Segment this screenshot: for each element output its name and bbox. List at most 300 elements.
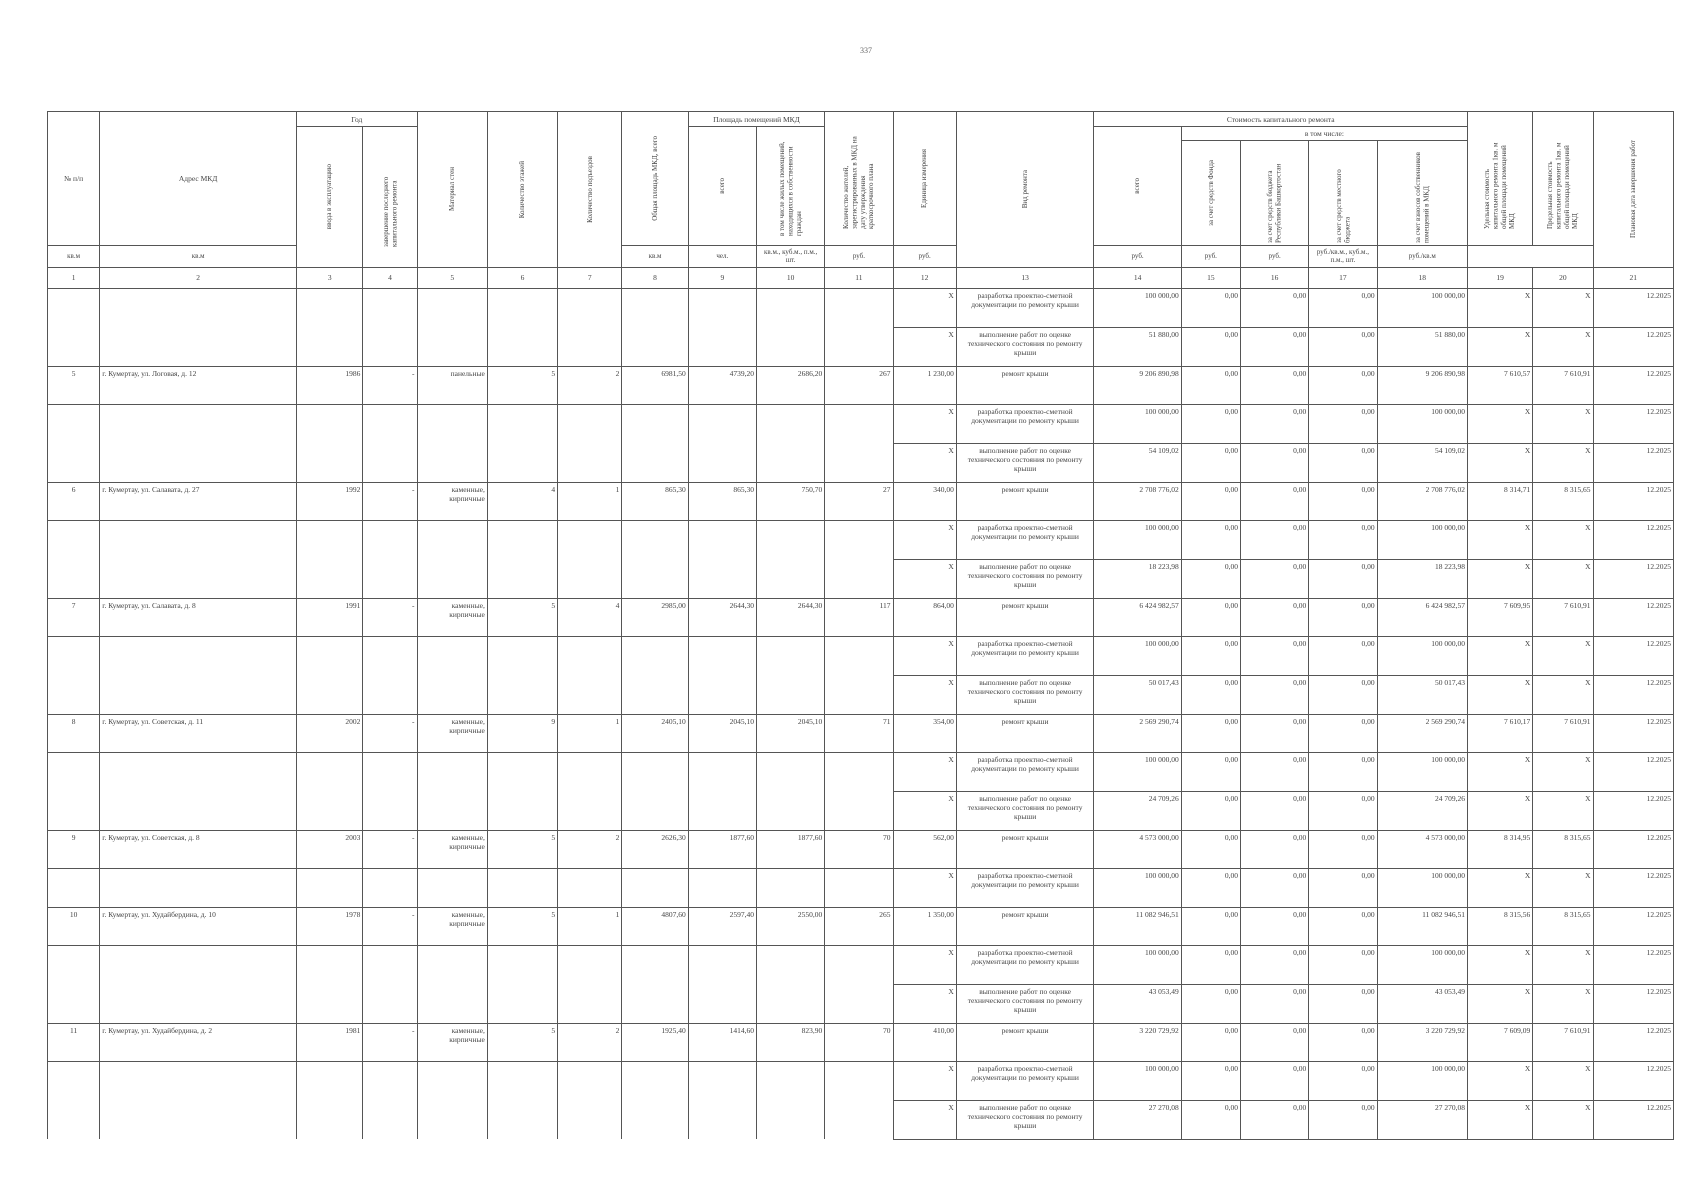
cell-fund: 0,00 — [1181, 559, 1240, 598]
empty-cell — [363, 288, 417, 327]
cell-owners: 3 220 729,92 — [1377, 1023, 1467, 1061]
cell-rep: 0,00 — [1241, 1023, 1309, 1061]
unit-cell: руб. — [825, 246, 893, 268]
header-total-area: Общая площадь МКД, всего — [622, 112, 688, 246]
empty-cell — [558, 1100, 622, 1139]
header-cost-local: за счет средств местного бюджета — [1309, 141, 1377, 246]
empty-cell — [622, 1100, 688, 1139]
empty-cell — [100, 636, 297, 675]
cell-mc: 8 315,65 — [1533, 830, 1593, 868]
empty-cell — [100, 1100, 297, 1139]
empty-cell — [100, 945, 297, 984]
empty-cell — [100, 327, 297, 366]
cell-total: 54 109,02 — [1094, 443, 1181, 482]
header-year-last-repair: завершение последнего капитального ремонта — [363, 127, 417, 268]
cell-fund: 0,00 — [1181, 791, 1240, 830]
cell-total: 50 017,43 — [1094, 675, 1181, 714]
cell-date: 12.2025 — [1593, 520, 1673, 559]
cell-local: 0,00 — [1309, 288, 1377, 327]
empty-cell — [622, 559, 688, 598]
cell-rep: 0,00 — [1241, 443, 1309, 482]
empty-cell — [756, 945, 824, 984]
empty-cell — [363, 404, 417, 443]
cell-uc: X — [1468, 288, 1533, 327]
empty-cell — [688, 559, 756, 598]
cell-wall: каменные, кирпичные — [417, 598, 487, 636]
empty-cell — [297, 945, 363, 984]
cell-y2: - — [363, 907, 417, 945]
empty-cell — [487, 1100, 557, 1139]
cell-fund: 0,00 — [1181, 1023, 1240, 1061]
header-premises-total: всего — [688, 127, 756, 246]
cell-unit: X — [893, 752, 956, 791]
empty-cell — [417, 1061, 487, 1100]
cell-mc: 7 610,91 — [1533, 598, 1593, 636]
table-row — [48, 482, 1674, 520]
cell-unit: 1 230,00 — [893, 366, 956, 404]
cell-work: ремонт крыши — [956, 1023, 1094, 1061]
cell-owners: 2 708 776,02 — [1377, 482, 1467, 520]
cell-fl: 5 — [487, 598, 557, 636]
empty-cell — [100, 752, 297, 791]
header-unit: Единица измерения — [893, 112, 956, 246]
empty-cell — [48, 520, 100, 559]
empty-cell — [558, 327, 622, 366]
empty-cell — [363, 791, 417, 830]
empty-cell — [100, 1061, 297, 1100]
cell-total: 24 709,26 — [1094, 791, 1181, 830]
empty-cell — [297, 752, 363, 791]
cell-work: выполнение работ по оценке технического состояния по ремонту крыши — [956, 1100, 1094, 1139]
empty-cell — [363, 559, 417, 598]
cell-owners: 11 082 946,51 — [1377, 907, 1467, 945]
empty-cell — [688, 1061, 756, 1100]
cell-work: разработка проектно-сметной документации по ремонту крыши — [956, 520, 1094, 559]
empty-cell — [48, 791, 100, 830]
empty-cell — [48, 1100, 100, 1139]
cell-date: 12.2025 — [1593, 288, 1673, 327]
cell-rep: 0,00 — [1241, 830, 1309, 868]
cell-mc: X — [1533, 984, 1593, 1023]
cell-local: 0,00 — [1309, 598, 1377, 636]
empty-cell — [487, 984, 557, 1023]
empty-cell — [558, 791, 622, 830]
unit-cell: руб./кв.м., куб.м., п.м., шт. — [1309, 246, 1377, 268]
empty-cell — [363, 675, 417, 714]
cell-uc: 7 609,09 — [1468, 1023, 1533, 1061]
cell-work: выполнение работ по оценке технического состояния по ремонту крыши — [956, 791, 1094, 830]
cell-fund: 0,00 — [1181, 907, 1240, 945]
column-number: 2 — [100, 267, 297, 288]
cell-fund: 0,00 — [1181, 868, 1240, 907]
cell-total: 100 000,00 — [1094, 1061, 1181, 1100]
cell-total: 100 000,00 — [1094, 945, 1181, 984]
empty-cell — [825, 520, 893, 559]
empty-cell — [297, 984, 363, 1023]
empty-cell — [100, 443, 297, 482]
cell-total: 4 573 000,00 — [1094, 830, 1181, 868]
cell-date: 12.2025 — [1593, 559, 1673, 598]
cell-num: 11 — [48, 1023, 100, 1061]
cell-mc: X — [1533, 1100, 1593, 1139]
header-year-commission: ввода в эксплуатацию — [297, 127, 363, 268]
cell-uc: 8 315,56 — [1468, 907, 1533, 945]
cell-date: 12.2025 — [1593, 752, 1673, 791]
empty-cell — [100, 984, 297, 1023]
cell-local: 0,00 — [1309, 675, 1377, 714]
table-row — [48, 1023, 1674, 1061]
empty-cell — [756, 327, 824, 366]
column-number: 13 — [956, 267, 1094, 288]
cell-rep: 0,00 — [1241, 714, 1309, 752]
empty-cell — [756, 520, 824, 559]
table-subrow — [48, 636, 1674, 675]
column-number: 11 — [825, 267, 893, 288]
cell-fl: 5 — [487, 907, 557, 945]
empty-cell — [363, 1061, 417, 1100]
cell-work: разработка проектно-сметной документации по ремонту крыши — [956, 868, 1094, 907]
empty-cell — [558, 675, 622, 714]
empty-cell — [363, 1100, 417, 1139]
cell-date: 12.2025 — [1593, 791, 1673, 830]
column-number: 8 — [622, 267, 688, 288]
header-work-type: Вид ремонта — [956, 112, 1094, 268]
cell-date: 12.2025 — [1593, 907, 1673, 945]
cell-date: 12.2025 — [1593, 1100, 1673, 1139]
table-subrow — [48, 327, 1674, 366]
cell-owners: 4 573 000,00 — [1377, 830, 1467, 868]
cell-pt: 1877,60 — [688, 830, 756, 868]
cell-total: 51 880,00 — [1094, 327, 1181, 366]
cell-pt: 2644,30 — [688, 598, 756, 636]
cell-date: 12.2025 — [1593, 984, 1673, 1023]
empty-cell — [688, 868, 756, 907]
cell-pr: 2045,10 — [756, 714, 824, 752]
empty-cell — [297, 1100, 363, 1139]
cell-pr: 750,70 — [756, 482, 824, 520]
empty-cell — [558, 984, 622, 1023]
column-number: 14 — [1094, 267, 1181, 288]
column-number: 16 — [1241, 267, 1309, 288]
cell-ent: 2 — [558, 1023, 622, 1061]
empty-cell — [756, 1061, 824, 1100]
empty-cell — [100, 520, 297, 559]
cell-owners: 9 206 890,98 — [1377, 366, 1467, 404]
cell-fund: 0,00 — [1181, 598, 1240, 636]
empty-cell — [622, 520, 688, 559]
cell-rep: 0,00 — [1241, 366, 1309, 404]
cell-fund: 0,00 — [1181, 984, 1240, 1023]
column-number: 7 — [558, 267, 622, 288]
cell-owners: 100 000,00 — [1377, 752, 1467, 791]
cell-unit: X — [893, 559, 956, 598]
cell-num: 7 — [48, 598, 100, 636]
cell-unit: 1 350,00 — [893, 907, 956, 945]
cell-work: разработка проектно-сметной документации по ремонту крыши — [956, 1061, 1094, 1100]
column-number: 10 — [756, 267, 824, 288]
table-row — [48, 830, 1674, 868]
cell-rep: 0,00 — [1241, 984, 1309, 1023]
cell-owners: 100 000,00 — [1377, 1061, 1467, 1100]
cell-total: 3 220 729,92 — [1094, 1023, 1181, 1061]
empty-cell — [622, 1061, 688, 1100]
cell-local: 0,00 — [1309, 830, 1377, 868]
cell-area: 1925,40 — [622, 1023, 688, 1061]
empty-cell — [487, 868, 557, 907]
cell-unit: X — [893, 636, 956, 675]
table-subrow — [48, 791, 1674, 830]
empty-cell — [100, 288, 297, 327]
empty-cell — [297, 636, 363, 675]
cell-mc: X — [1533, 443, 1593, 482]
cell-y2: - — [363, 830, 417, 868]
empty-cell — [756, 675, 824, 714]
header-cost-republic: за счет средств бюджета Республики Башкортостан — [1241, 141, 1309, 246]
cell-fund: 0,00 — [1181, 752, 1240, 791]
cell-total: 9 206 890,98 — [1094, 366, 1181, 404]
cell-work: разработка проектно-сметной документации по ремонту крыши — [956, 404, 1094, 443]
cell-pr: 2550,00 — [756, 907, 824, 945]
cell-rep: 0,00 — [1241, 482, 1309, 520]
cell-pr: 823,90 — [756, 1023, 824, 1061]
cell-total: 43 053,49 — [1094, 984, 1181, 1023]
cell-rep: 0,00 — [1241, 520, 1309, 559]
header-premises-group: Площадь помещений МКД — [688, 112, 825, 127]
cell-fl: 5 — [487, 1023, 557, 1061]
empty-cell — [417, 520, 487, 559]
cell-owners: 100 000,00 — [1377, 404, 1467, 443]
cell-uc: X — [1468, 520, 1533, 559]
cell-area: 2985,00 — [622, 598, 688, 636]
cell-unit: X — [893, 520, 956, 559]
cell-work: выполнение работ по оценке технического состояния по ремонту крыши — [956, 984, 1094, 1023]
cell-uc: 7 610,57 — [1468, 366, 1533, 404]
cell-unit: X — [893, 443, 956, 482]
table-subrow — [48, 945, 1674, 984]
empty-cell — [756, 791, 824, 830]
unit-cell: руб. — [1241, 246, 1309, 268]
cell-rep: 0,00 — [1241, 327, 1309, 366]
empty-cell — [297, 520, 363, 559]
empty-cell — [825, 327, 893, 366]
header-max-cost: Предельная стоимость капитального ремонта 1кв. м общей площади помещений МКД — [1533, 112, 1593, 246]
cell-rep: 0,00 — [1241, 907, 1309, 945]
cell-total: 100 000,00 — [1094, 752, 1181, 791]
cell-addr: г. Кумертау, ул. Худайбердина, д. 10 — [100, 907, 297, 945]
cell-total: 11 082 946,51 — [1094, 907, 1181, 945]
header-cost-fund: за счет средств Фонда — [1181, 141, 1240, 246]
empty-cell — [688, 404, 756, 443]
cell-rep: 0,00 — [1241, 404, 1309, 443]
empty-cell — [558, 520, 622, 559]
cell-ent: 1 — [558, 482, 622, 520]
cell-res: 71 — [825, 714, 893, 752]
empty-cell — [756, 559, 824, 598]
cell-total: 100 000,00 — [1094, 288, 1181, 327]
empty-cell — [417, 868, 487, 907]
header-wall-material: Материал стен — [417, 112, 487, 268]
cell-num: 8 — [48, 714, 100, 752]
empty-cell — [688, 752, 756, 791]
empty-cell — [48, 752, 100, 791]
cell-addr: г. Кумертау, ул. Логовая, д. 12 — [100, 366, 297, 404]
empty-cell — [825, 559, 893, 598]
unit-cell: руб. — [893, 246, 956, 268]
empty-cell — [688, 327, 756, 366]
cell-fl: 5 — [487, 830, 557, 868]
header-address: Адрес МКД — [100, 112, 297, 246]
empty-cell — [417, 945, 487, 984]
cell-unit: 354,00 — [893, 714, 956, 752]
empty-cell — [363, 636, 417, 675]
cell-y1: 1992 — [297, 482, 363, 520]
empty-cell — [825, 1061, 893, 1100]
cell-pt: 1414,60 — [688, 1023, 756, 1061]
cell-num: 6 — [48, 482, 100, 520]
empty-cell — [688, 288, 756, 327]
cell-local: 0,00 — [1309, 714, 1377, 752]
empty-cell — [417, 675, 487, 714]
cell-total: 18 223,98 — [1094, 559, 1181, 598]
empty-cell — [558, 752, 622, 791]
empty-cell — [487, 1061, 557, 1100]
empty-cell — [825, 868, 893, 907]
cell-mc: X — [1533, 288, 1593, 327]
cell-local: 0,00 — [1309, 945, 1377, 984]
empty-cell — [417, 404, 487, 443]
empty-cell — [487, 404, 557, 443]
header-unit-cost: Удельная стоимость капитального ремонта 1кв. м общей площади помещений МКД — [1468, 112, 1533, 246]
empty-cell — [363, 327, 417, 366]
cell-mc: 8 315,65 — [1533, 482, 1593, 520]
empty-cell — [756, 636, 824, 675]
cell-fund: 0,00 — [1181, 945, 1240, 984]
cell-date: 12.2025 — [1593, 366, 1673, 404]
unit-cell: кв.м — [48, 246, 100, 268]
cell-area: 6981,50 — [622, 366, 688, 404]
header-cost-owners: за счет взносов собственников помещений в МКД — [1377, 141, 1467, 246]
cell-rep: 0,00 — [1241, 791, 1309, 830]
cell-uc: X — [1468, 791, 1533, 830]
cell-rep: 0,00 — [1241, 636, 1309, 675]
cell-local: 0,00 — [1309, 868, 1377, 907]
cell-fund: 0,00 — [1181, 520, 1240, 559]
cell-fund: 0,00 — [1181, 714, 1240, 752]
cell-owners: 54 109,02 — [1377, 443, 1467, 482]
empty-cell — [297, 559, 363, 598]
empty-cell — [48, 1061, 100, 1100]
empty-cell — [48, 288, 100, 327]
empty-cell — [100, 559, 297, 598]
cell-wall: каменные, кирпичные — [417, 714, 487, 752]
cell-local: 0,00 — [1309, 752, 1377, 791]
cell-work: ремонт крыши — [956, 907, 1094, 945]
table-subrow — [48, 443, 1674, 482]
cell-unit: 562,00 — [893, 830, 956, 868]
empty-cell — [363, 443, 417, 482]
empty-cell — [487, 752, 557, 791]
cell-y2: - — [363, 482, 417, 520]
cell-mc: 7 610,91 — [1533, 714, 1593, 752]
cell-mc: 8 315,65 — [1533, 907, 1593, 945]
cell-local: 0,00 — [1309, 404, 1377, 443]
empty-cell — [825, 404, 893, 443]
table-row — [48, 714, 1674, 752]
empty-cell — [48, 675, 100, 714]
cell-date: 12.2025 — [1593, 327, 1673, 366]
cell-pt: 4739,20 — [688, 366, 756, 404]
empty-cell — [558, 443, 622, 482]
cell-y1: 1991 — [297, 598, 363, 636]
cell-unit: X — [893, 945, 956, 984]
units-row — [48, 246, 1674, 268]
cell-mc: X — [1533, 945, 1593, 984]
cell-uc: X — [1468, 404, 1533, 443]
cell-total: 27 270,08 — [1094, 1100, 1181, 1139]
column-number: 9 — [688, 267, 756, 288]
cell-fl: 5 — [487, 366, 557, 404]
empty-cell — [100, 675, 297, 714]
cell-date: 12.2025 — [1593, 482, 1673, 520]
cell-total: 100 000,00 — [1094, 520, 1181, 559]
empty-cell — [756, 1100, 824, 1139]
cell-y1: 1978 — [297, 907, 363, 945]
empty-cell — [558, 1061, 622, 1100]
cell-y2: - — [363, 1023, 417, 1061]
cell-uc: X — [1468, 1061, 1533, 1100]
cell-owners: 100 000,00 — [1377, 520, 1467, 559]
empty-cell — [297, 791, 363, 830]
cell-date: 12.2025 — [1593, 868, 1673, 907]
cell-owners: 2 569 290,74 — [1377, 714, 1467, 752]
cell-unit: X — [893, 791, 956, 830]
cell-date: 12.2025 — [1593, 830, 1673, 868]
table-subrow — [48, 404, 1674, 443]
cell-fund: 0,00 — [1181, 675, 1240, 714]
cell-res: 70 — [825, 830, 893, 868]
empty-cell — [688, 1100, 756, 1139]
empty-cell — [825, 752, 893, 791]
cell-work: разработка проектно-сметной документации по ремонту крыши — [956, 945, 1094, 984]
cell-fund: 0,00 — [1181, 636, 1240, 675]
column-number: 3 — [297, 267, 363, 288]
cell-res: 27 — [825, 482, 893, 520]
cell-rep: 0,00 — [1241, 288, 1309, 327]
cell-unit: X — [893, 984, 956, 1023]
cell-rep: 0,00 — [1241, 675, 1309, 714]
empty-cell — [622, 868, 688, 907]
cell-owners: 18 223,98 — [1377, 559, 1467, 598]
cell-fund: 0,00 — [1181, 1061, 1240, 1100]
header-residents: Количество жителей, зарегистрированных в МКД на дату утверждения краткосрочного плана — [825, 112, 893, 246]
cell-date: 12.2025 — [1593, 636, 1673, 675]
table-subrow — [48, 984, 1674, 1023]
cell-addr: г. Кумертау, ул. Салавата, д. 8 — [100, 598, 297, 636]
empty-cell — [363, 752, 417, 791]
cell-res: 70 — [825, 1023, 893, 1061]
unit-cell: чел. — [688, 246, 756, 268]
column-number: 19 — [1468, 267, 1533, 288]
header-including: в том числе: — [1181, 127, 1467, 141]
cell-local: 0,00 — [1309, 636, 1377, 675]
cell-area: 2405,10 — [622, 714, 688, 752]
empty-cell — [622, 443, 688, 482]
cell-rep: 0,00 — [1241, 868, 1309, 907]
cell-mc: X — [1533, 520, 1593, 559]
cell-date: 12.2025 — [1593, 714, 1673, 752]
cell-work: разработка проектно-сметной документации по ремонту крыши — [956, 288, 1094, 327]
cell-pt: 2045,10 — [688, 714, 756, 752]
